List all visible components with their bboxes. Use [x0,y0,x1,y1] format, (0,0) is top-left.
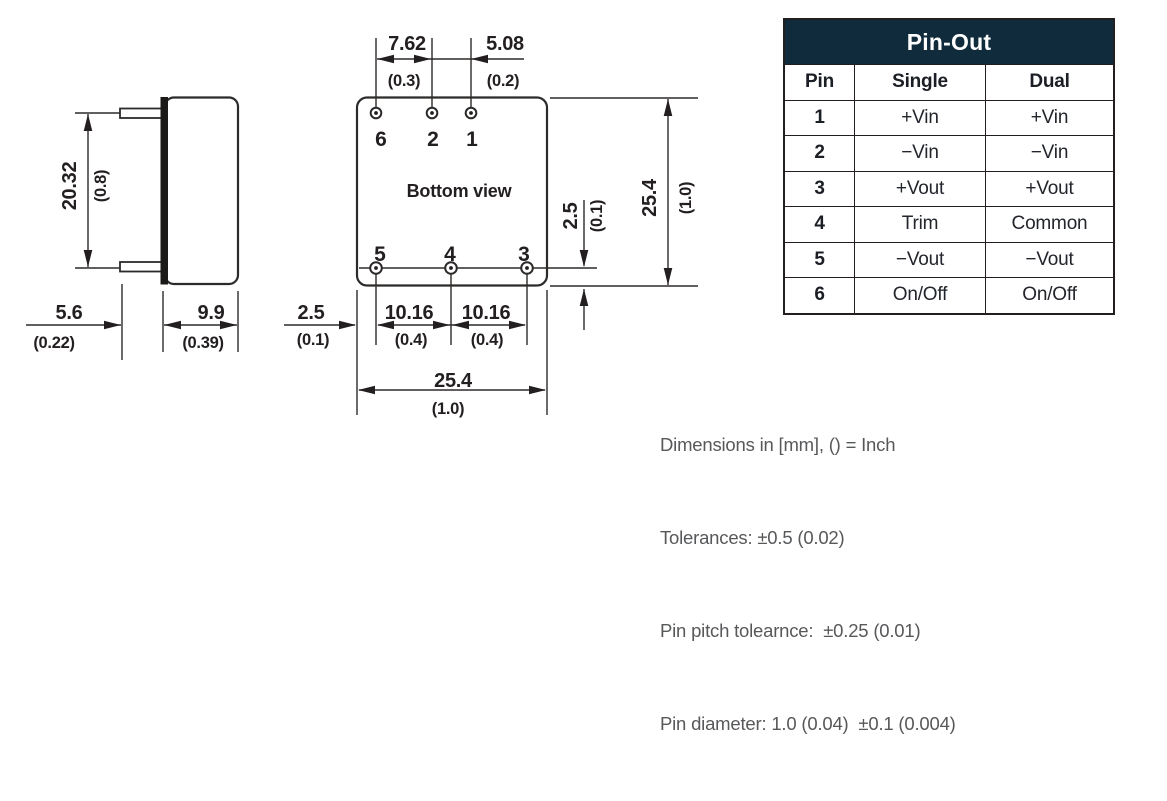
note-pin-diameter: Pin diameter: 1.0 (0.04) ±0.1 (0.004) [660,713,956,734]
side-view-pin-bottom [120,262,164,272]
dim-body-width-mm: 25.4 [434,370,472,392]
pinout-table-grid [785,64,1113,313]
pin-label-2: 2 [427,128,439,151]
dim-pitch-4-3-inch: (0.4) [470,331,504,349]
dim-pitch-4-3-mm: 10.16 [461,302,511,324]
dim-pin-row-offset-mm: 2.5 [560,202,582,230]
dim-pitch-2-1-mm: 5.08 [486,33,524,55]
pin-label-1: 1 [466,128,478,151]
pinout-row-4-dual: Common [985,206,1113,242]
pinout-row-4-single: Trim [854,206,985,242]
pinout-row-5-dual: −Vout [985,242,1113,278]
side-view-body-face [161,97,169,285]
pinout-row-1-dual: +Vin [985,100,1113,136]
pinout-row-3-pin: 3 [785,171,854,207]
pinout-row-6-pin: 6 [785,277,854,313]
pinout-row-3-single: +Vout [854,171,985,207]
side-view [120,97,238,285]
side-view-pin-top [120,109,164,119]
dim-edge-offset-mm: 2.5 [297,302,325,324]
pinout-row-1-pin: 1 [785,100,854,136]
dim-body-height-inch: (1.0) [677,181,695,215]
note-tolerances: Tolerances: ±0.5 (0.02) [660,527,845,548]
pin-label-3: 3 [518,243,530,266]
dim-pitch-2-1-inch: (0.2) [486,72,520,90]
dim-pin-length-mm: 5.6 [55,302,83,324]
note-units: Dimensions in [mm], () = Inch [660,434,896,455]
dim-edge-offset-inch: (0.1) [296,331,330,349]
pinout-row-1-single: +Vin [854,100,985,136]
pinout-row-2-pin: 2 [785,135,854,171]
bottom-view-label: Bottom view [406,181,512,201]
pinout-col-dual: Dual [985,64,1113,100]
pinout-row-3-dual: +Vout [985,171,1113,207]
pinout-row-4-pin: 4 [785,206,854,242]
dim-pin-span-inch: (0.8) [92,169,110,203]
dim-body-width-inch: (1.0) [431,400,465,418]
dim-pitch-6-2-inch: (0.3) [387,72,421,90]
pinout-table [783,18,1115,315]
dim-pin-row-offset-inch: (0.1) [588,199,606,233]
pinout-row-6-single: On/Off [854,277,985,313]
pinout-table-title: Pin-Out [785,20,1113,64]
dim-pitch-5-4-mm: 10.16 [384,302,434,324]
dim-pitch-6-2-mm: 7.62 [388,33,426,55]
side-view-body [165,98,238,285]
pinout-row-2-dual: −Vin [985,135,1113,171]
pinout-row-5-single: −Vout [854,242,985,278]
dim-body-height-mm: 25.4 [639,179,661,217]
pinout-row-5-pin: 5 [785,242,854,278]
pin-label-6: 6 [375,128,387,151]
dimension-notes [660,367,956,801]
note-pitch-tolerance: Pin pitch tolearnce: ±0.25 (0.01) [660,620,921,641]
pin-label-5: 5 [374,243,386,266]
pinout-row-2-single: −Vin [854,135,985,171]
dim-body-depth-mm: 9.9 [197,302,225,324]
pinout-col-pin: Pin [785,64,854,100]
dim-pitch-5-4-inch: (0.4) [394,331,428,349]
dim-body-depth-inch: (0.39) [182,334,224,352]
dim-pin-span-mm: 20.32 [59,161,81,211]
dim-pin-length-inch: (0.22) [33,334,75,352]
pinout-row-6-dual: On/Off [985,277,1113,313]
pinout-col-single: Single [854,64,985,100]
pin-label-4: 4 [444,243,456,266]
